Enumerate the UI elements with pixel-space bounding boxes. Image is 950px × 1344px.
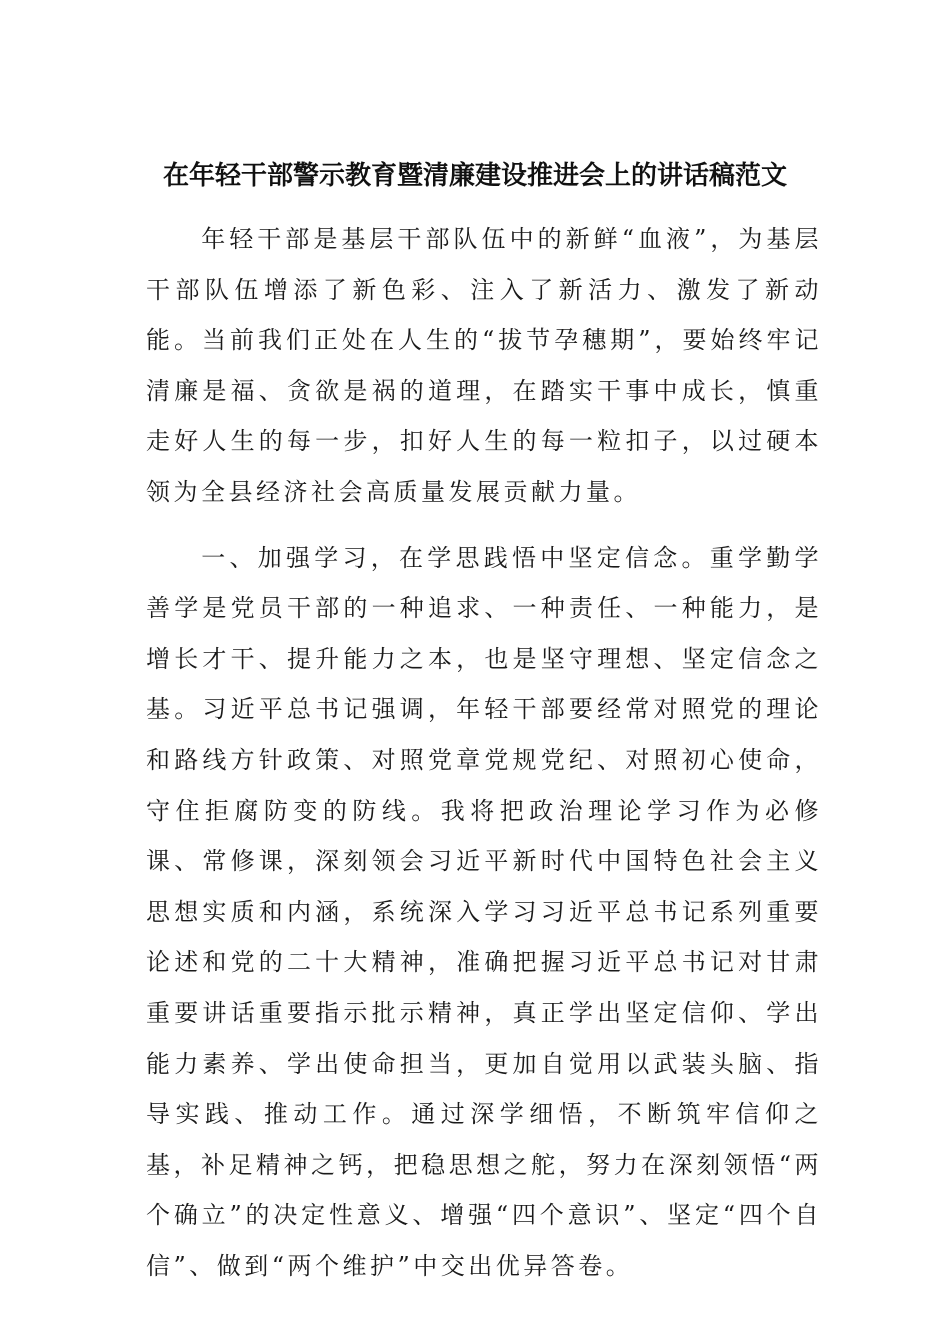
document-title: 在年轻干部警示教育暨清廉建设推进会上的讲话稿范文 xyxy=(162,161,787,191)
paragraph-intro: 年轻干部是基层干部队伍中的新鲜“血液”，为基层干部队伍增添了新色彩、注入了新活力、激发了新动能。当前我们正处在人生的“拔节孕穗期”，要始终牢记清廉是福、贪欲是祸的道理，在踏实干事中成长，慎重走好人生的每一步，扣好人生的每一粒扣子，以过硬本领为全县经济社会高质量发展贡献力量。 xyxy=(146,225,822,506)
paragraph-section-one: 一、加强学习，在学思践悟中坚定信念。重学勤学善学是党员干部的一种追求、一种责任、一种能力，是增长才干、提升能力之本，也是坚守理想、坚定信念之基。习近平总书记强调，年轻干部要经常对照党的理论和路线方针政策、对照党章党规党纪、对照初心使命，守住拒腐防变的防线。我将把政治理论学习作为必修课、常修课，深刻领会习近平新时代中国特色社会主义思想实质和内涵，系统深入学习习近平总书记系列重要论述和党的二十大精神，准确把握习近平总书记对甘肃重要讲话重要指示批示精神，真正学出坚定信仰、学出能力素养、学出使命担当，更加自觉用以武装头脑、指导实践、推动工作。通过深学细悟，不断筑牢信仰之基，补足精神之钙，把稳思想之舵，努力在深刻领悟“两个确立”的决定性意义、增强“四个意识”、坚定“四个自信”、做到“两个维护”中交出优异答卷。 xyxy=(146,543,822,1280)
document-body xyxy=(146,214,822,1291)
